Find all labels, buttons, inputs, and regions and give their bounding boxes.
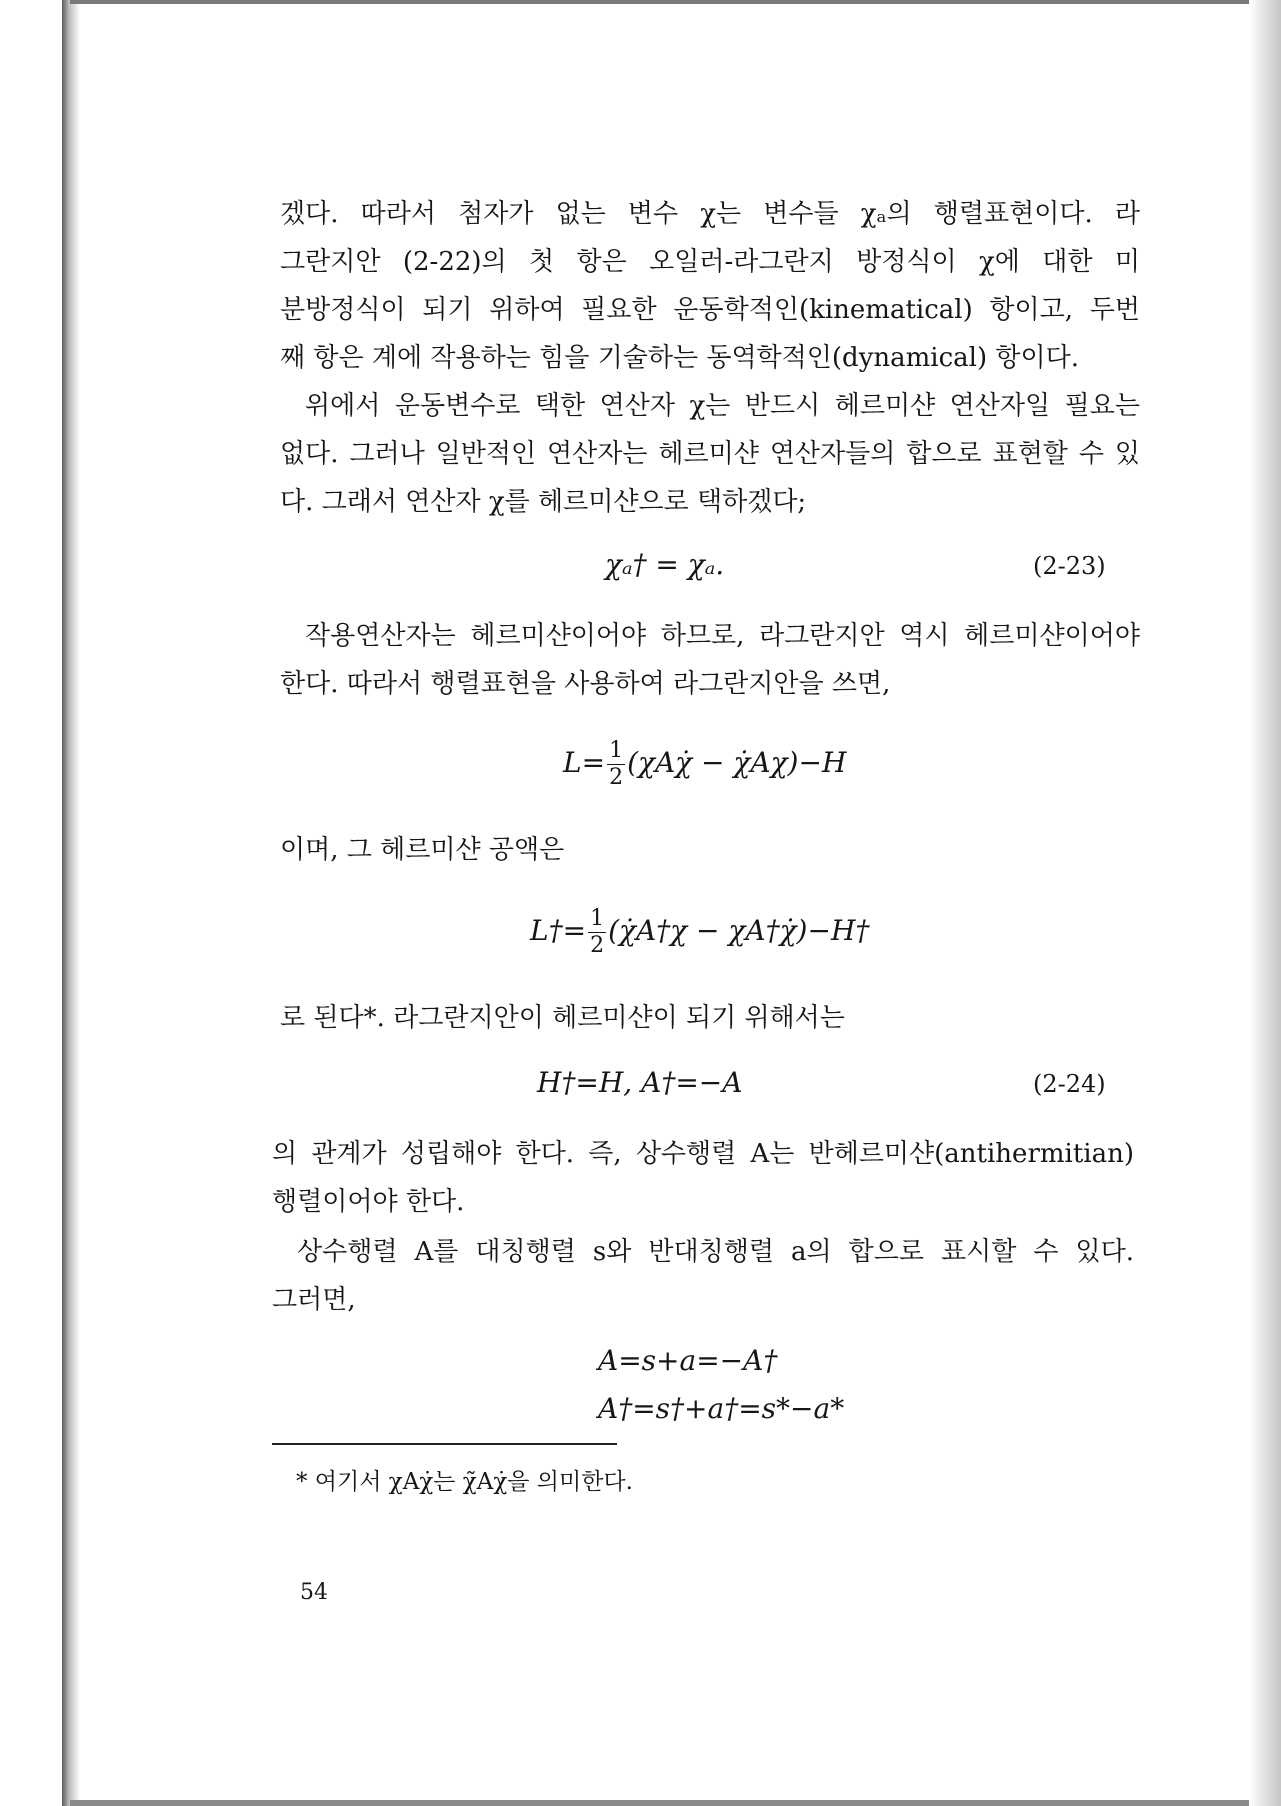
text-line: 행렬이어야 한다. (272, 1187, 465, 1217)
text-line: 그러면, (272, 1285, 356, 1315)
equation-lagrangian (563, 740, 846, 789)
equation-a-conjugate: A†=s†+a†=s*−a* (598, 1392, 845, 1425)
page-number: 54 (300, 1580, 328, 1605)
text-line: 그란지안 (2-22)의 첫 항은 오일러-라그란지 방정식이 χ에 대한 미 (280, 247, 1140, 277)
fraction-numerator: 1 (609, 738, 624, 763)
text-line: 째 항은 계에 작용하는 힘을 기술하는 동역학적인(dynamical) 항이다. (280, 343, 1079, 373)
page-right-shadow (1249, 0, 1281, 1806)
text-line: 로 된다*. 라그란지안이 헤르미샨이 되기 위해서는 (280, 1003, 845, 1033)
text-line: 분방정식이 되기 위하여 필요한 운동학적인(kinematical) 항이고, 두번 (280, 295, 1140, 325)
text-line: 없다. 그러나 일반적인 연산자는 헤르미샨 연산자들의 합으로 표현할 수 있 (280, 439, 1140, 469)
eq-l-right: (χAχ̇ − χ̇Aχ)−H (627, 746, 847, 779)
page-binding-shadow (62, 0, 80, 1806)
eq-l-left: L= (563, 746, 606, 779)
equation-lagrangian-conjugate (530, 908, 869, 957)
text-line: 한다. 따라서 행렬표현을 사용하여 라그란지안을 쓰면, (280, 669, 891, 699)
page-top-edge (70, 0, 1281, 4)
footnote: * 여기서 χAχ̇는 χ̃Aχ̇을 의미한다. (296, 1469, 633, 1495)
fraction (588, 908, 606, 957)
equation-number: (2-24) (1033, 1070, 1106, 1098)
fraction (607, 740, 625, 789)
fraction-denominator: 2 (590, 933, 605, 958)
eq-ldag-right: (χ̇A†χ − χA†χ̇)−H† (608, 914, 870, 947)
text-line: 작용연산자는 헤르미샨이어야 하므로, 라그란지안 역시 헤르미샨이어야 (305, 621, 1140, 651)
equation-2-24: H†=H, A†=−A (537, 1066, 743, 1099)
eq-ldag-left: L†= (530, 914, 587, 947)
page-bottom-edge (70, 1800, 1281, 1806)
text-line: 다. 그래서 연산자 χ를 헤르미샨으로 택하겠다; (280, 487, 807, 517)
equation-a-sum: A=s+a=−A† (598, 1344, 778, 1377)
text-line: 이며, 그 헤르미샨 공액은 (280, 835, 565, 865)
text-line: 겠다. 따라서 첨자가 없는 변수 χ는 변수들 χₐ의 행렬표현이다. 라 (280, 199, 1140, 229)
fraction-numerator: 1 (590, 906, 605, 931)
text-line: 상수행렬 A를 대칭행렬 s와 반대칭행렬 a의 합으로 표시할 수 있다. (297, 1237, 1134, 1267)
fraction-denominator: 2 (609, 765, 624, 790)
text-line: 위에서 운동변수로 택한 연산자 χ는 반드시 헤르미샨 연산자일 필요는 (305, 391, 1140, 421)
text-line: 의 관계가 성립해야 한다. 즉, 상수행렬 A는 반헤르미샨(antihermitian) (272, 1139, 1134, 1169)
footnote-rule (272, 1443, 617, 1445)
equation-number: (2-23) (1033, 552, 1106, 580)
equation-2-23: χₐ† = χₐ. (605, 548, 725, 581)
